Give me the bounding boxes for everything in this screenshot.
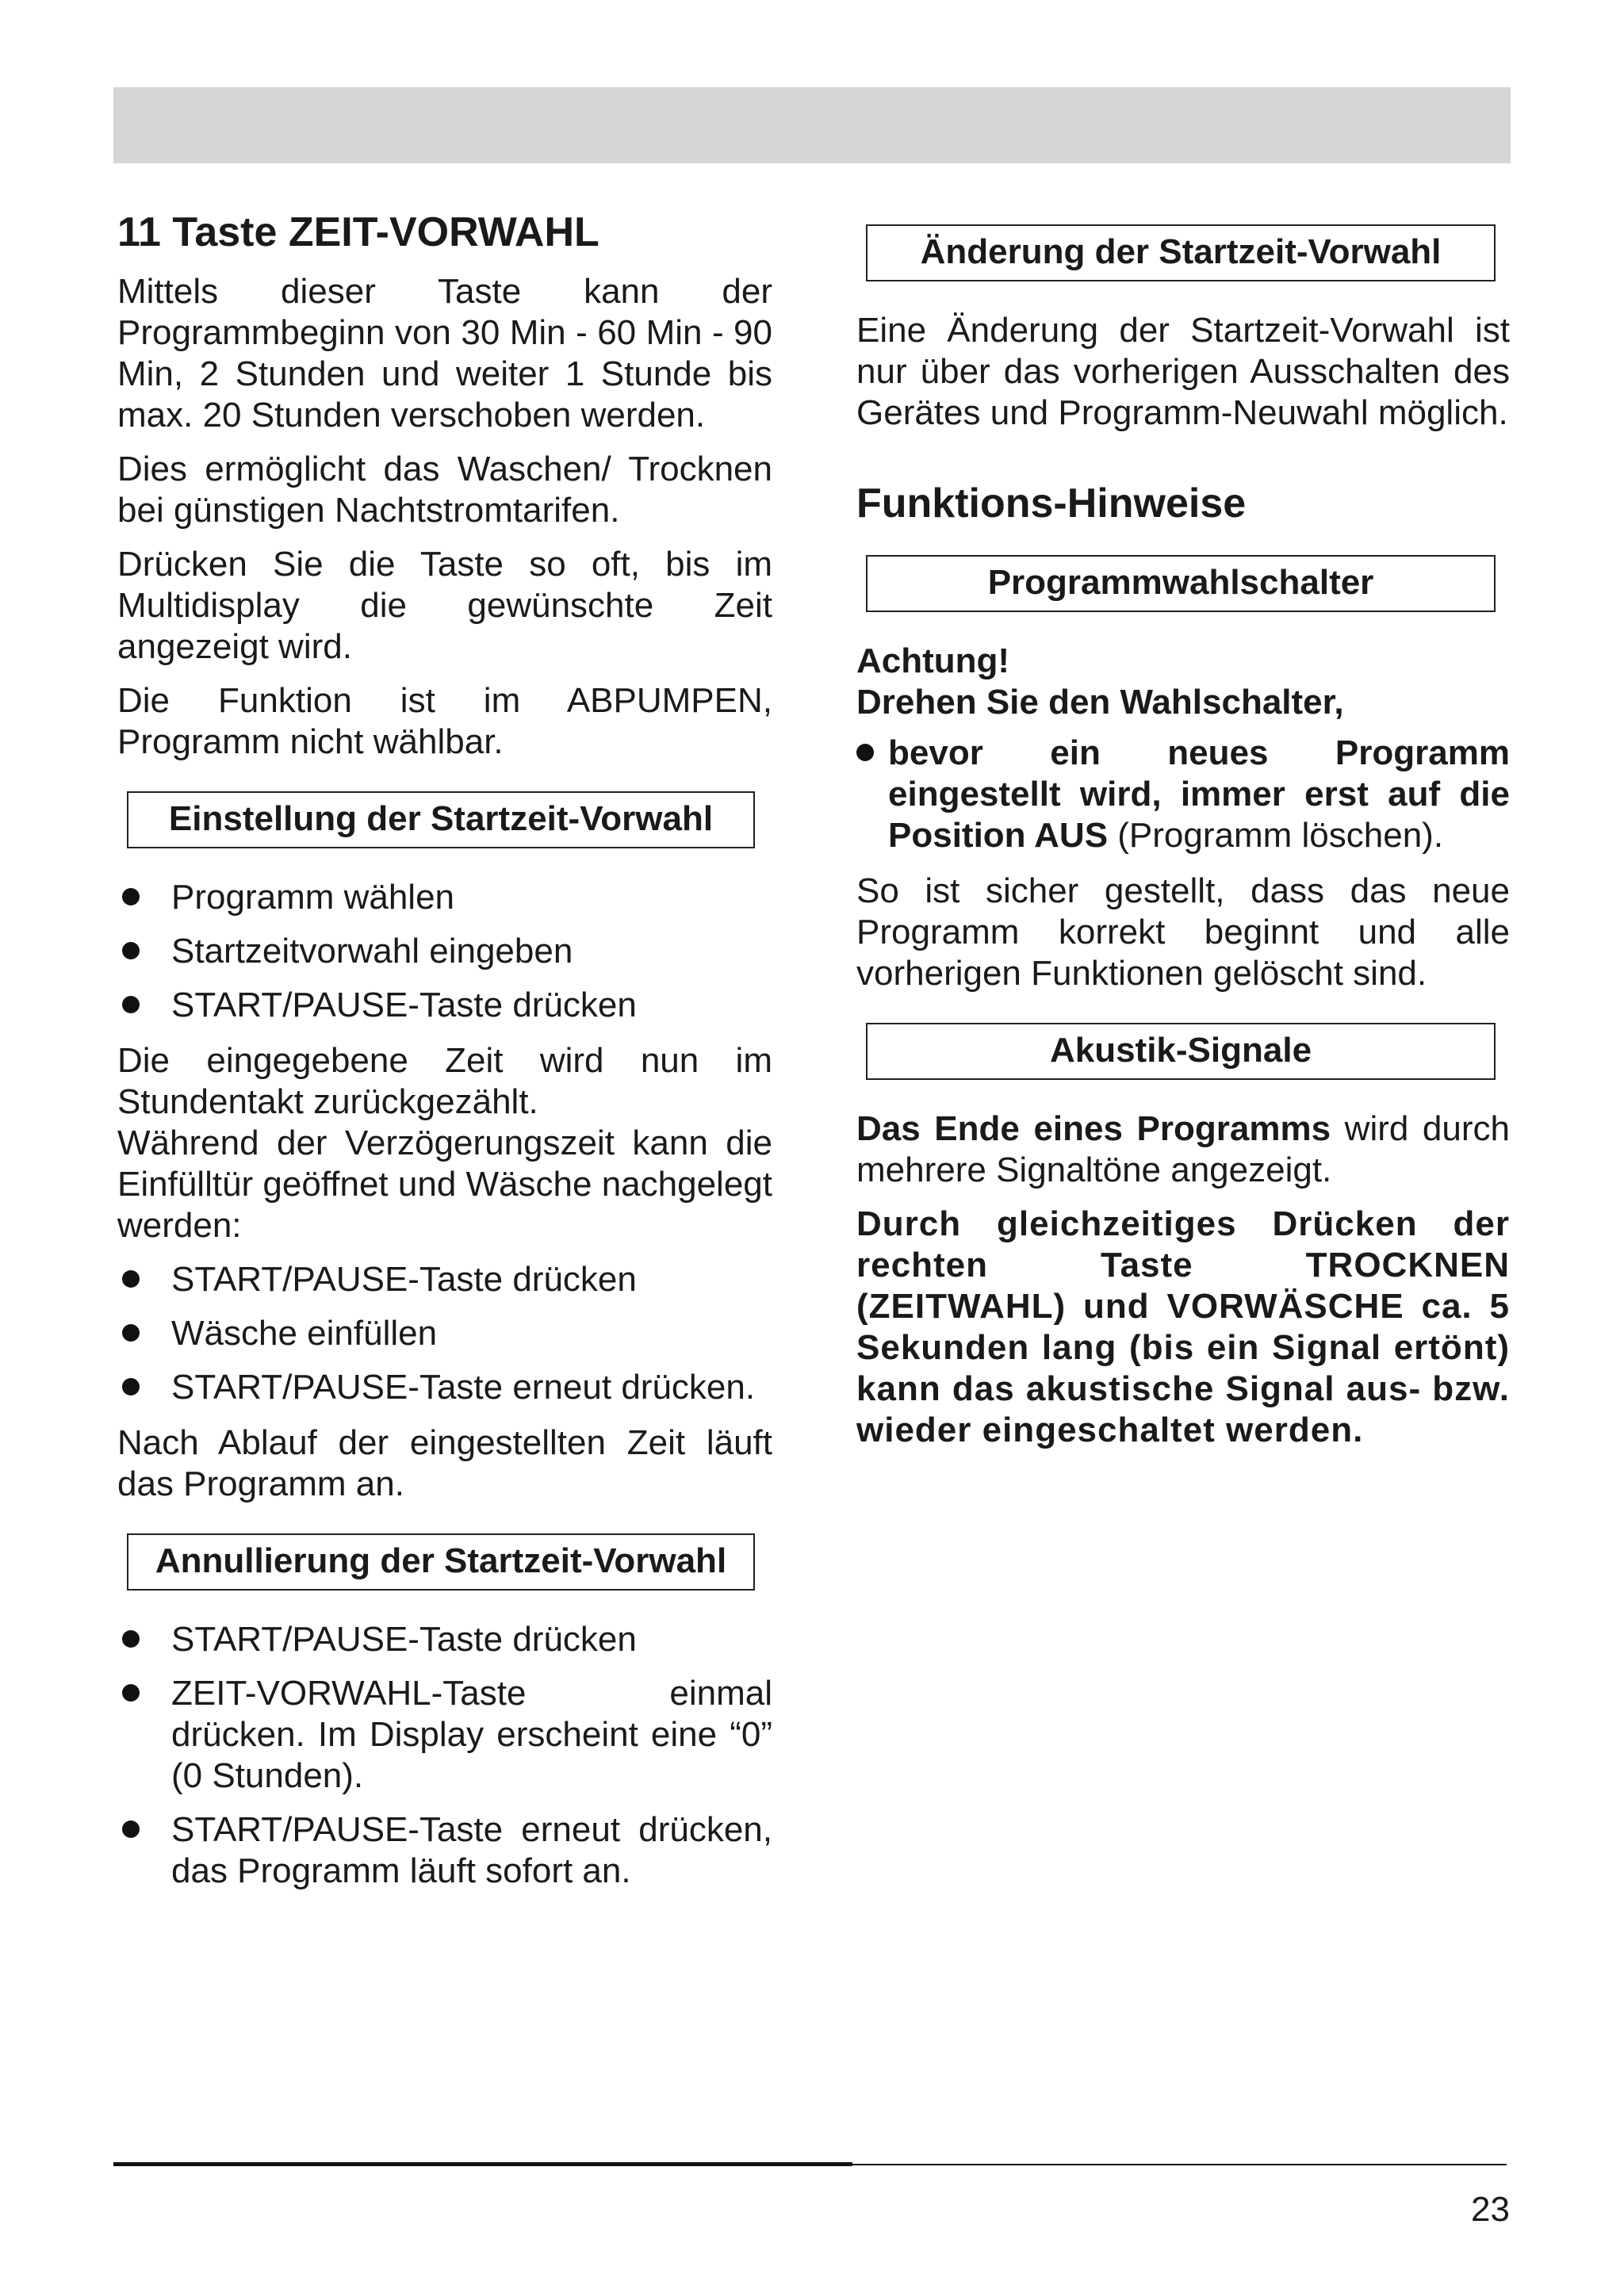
list-item: Wäsche einfüllen	[117, 1313, 772, 1354]
bullet-list	[856, 733, 1510, 856]
paragraph: So ist sicher gestellt, dass das neue Programm korrekt beginnt und alle vorherigen Funktionen gelöscht sind.	[856, 871, 1510, 993]
list-item: START/PAUSE-Taste drücken	[117, 1259, 772, 1300]
boxed-heading: Einstellung der Startzeit-Vorwahl	[127, 791, 755, 848]
boxed-heading: Änderung der Startzeit-Vorwahl	[866, 224, 1496, 281]
right-column	[856, 202, 1510, 1464]
bullet-icon	[856, 744, 874, 761]
bullet-icon	[122, 1820, 140, 1838]
page-number: 23	[1471, 2190, 1510, 2229]
header-bar	[113, 87, 1511, 163]
paragraph: Drücken Sie die Taste so oft, bis im Multidisplay die gewünschte Zeit angezeigt wird.	[117, 545, 772, 667]
list-item: START/PAUSE-Taste erneut drücken, das Programm läuft sofort an.	[117, 1809, 772, 1892]
attention-text: Drehen Sie den Wahlschalter,	[856, 683, 1344, 722]
section-heading: Funktions-Hinweise	[856, 480, 1247, 526]
list-item: START/PAUSE-Taste erneut drücken.	[117, 1367, 772, 1408]
bullet-list	[117, 1619, 772, 1892]
paragraph: Die eingegebene Zeit wird nun im Stundentakt zurückgezählt.	[117, 1041, 772, 1122]
bullet-list	[117, 1259, 772, 1408]
paragraph: Nach Ablauf der eingestellten Zeit läuft das Programm an.	[117, 1423, 772, 1504]
bullet-icon	[122, 1378, 140, 1395]
attention-label: Achtung!	[856, 641, 1010, 681]
list-item: START/PAUSE-Taste drücken	[117, 1619, 772, 1660]
boxed-heading: Akustik-Signale	[866, 1023, 1496, 1080]
section-heading: 11 Taste ZEIT-VORWAHL	[117, 209, 599, 255]
list-item: START/PAUSE-Taste drücken	[117, 985, 772, 1026]
list-item: Startzeitvorwahl eingeben	[117, 931, 772, 972]
list-item: ZEIT-VORWAHL-Taste einmal drücken. Im Display erscheint eine “0” (0 Stunden).	[117, 1673, 772, 1797]
boxed-heading: Annullierung der Startzeit-Vorwahl	[127, 1533, 755, 1591]
paragraph: Die Funktion ist im ABPUMPEN, Programm nicht wählbar.	[117, 681, 772, 762]
paragraph: Mittels dieser Taste kann der Programmbeginn von 30 Min - 60 Min - 90 Min, 2 Stunden und weiter 1 Stunde bis max. 20 Stunden verschoben werden.	[117, 272, 772, 435]
paragraph: Das Ende eines Programms wird durch mehrere Signaltöne angezeigt.	[856, 1109, 1510, 1190]
left-column	[117, 202, 772, 1906]
paragraph: Während der Verzögerungszeit kann die Einfülltür geöffnet und Wäsche nachgelegt werden:	[117, 1124, 772, 1246]
paragraph: Durch gleichzeitiges Drücken der rechten Taste TROCKNEN (ZEITWAHL) und VORWÄSCHE ca. 5 Sekunden lang (bis ein Signal ertönt) kann das akustische Signal aus- bzw. wieder eingeschaltet werden.	[856, 1204, 1510, 1450]
list-item: Programm wählen	[117, 877, 772, 918]
boxed-heading: Programmwahlschalter	[866, 555, 1496, 612]
bullet-icon	[122, 1270, 140, 1288]
bullet-icon	[122, 1684, 140, 1702]
bullet-icon	[122, 1630, 140, 1648]
bullet-icon	[122, 1324, 140, 1342]
footer-rule	[852, 2164, 1507, 2165]
bullet-icon	[122, 996, 140, 1013]
bullet-list	[117, 877, 772, 1026]
bullet-icon	[122, 888, 140, 905]
footer-rule	[113, 2162, 852, 2166]
paragraph: Dies ermöglicht das Waschen/ Trocknen bei günstigen Nachtstromtarifen.	[117, 450, 772, 530]
paragraph: Eine Änderung der Startzeit-Vorwahl ist nur über das vorherigen Ausschalten des Gerätes und Programm-Neuwahl möglich.	[856, 311, 1510, 432]
list-item: bevor ein neues Programm eingestellt wird, immer erst auf die Position AUS (Programm löschen).	[856, 733, 1510, 856]
bullet-icon	[122, 942, 140, 959]
